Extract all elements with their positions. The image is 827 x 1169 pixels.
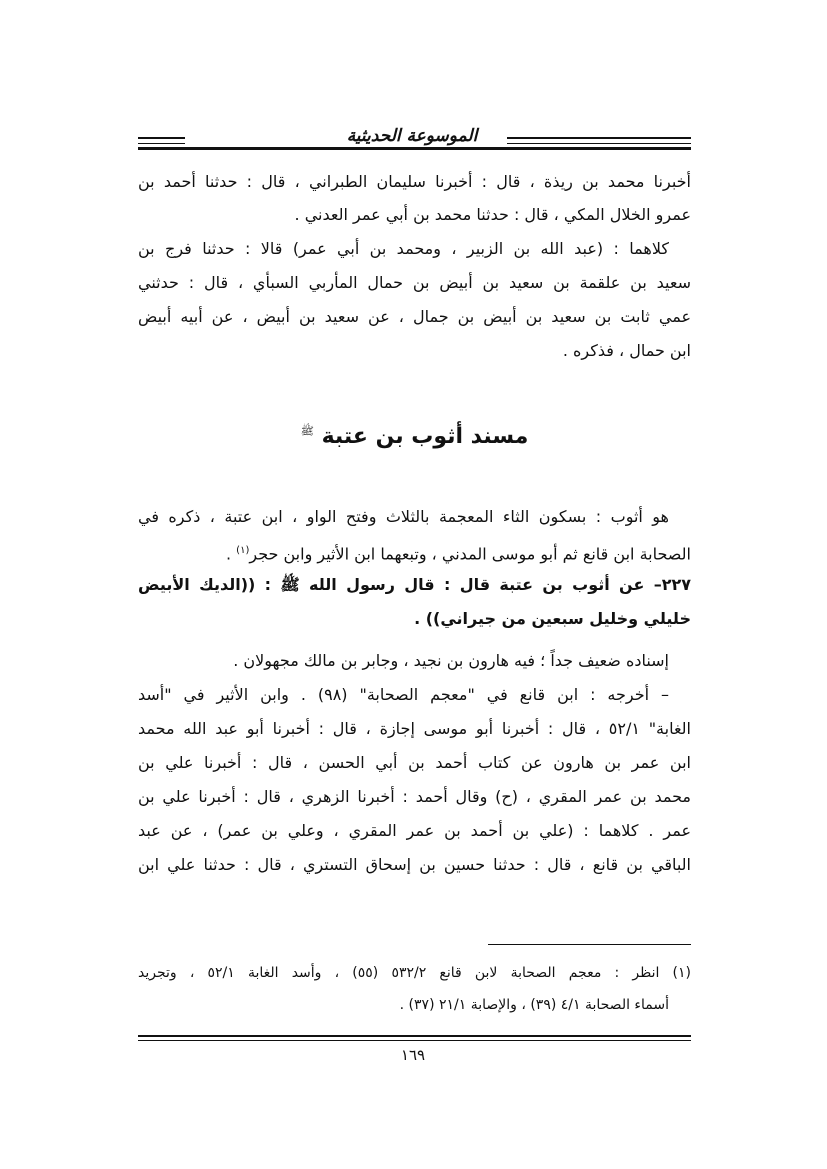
text-line-end: . xyxy=(226,544,237,564)
section-title-text: مسند أثوب بن عتبة xyxy=(321,424,529,449)
text-line-content: هو أثوب : بسكون الثاء المعجمة بالثلاث وفتح الواو ، ابن عتبة ، ذكره في xyxy=(138,507,669,526)
footnote-line xyxy=(138,995,691,1015)
header-rule-right xyxy=(507,137,691,139)
section-title xyxy=(138,424,691,449)
hadith-text-content: خليلي وخليل سبعين من جيراني)) . xyxy=(414,609,691,628)
text-line-content: كلاهما : (عبد الله بن الزبير ، ومحمد بن أبي عمر) قالا : حدثنا فرج بن xyxy=(138,239,669,258)
text-line xyxy=(138,540,691,565)
text-line-content: – أخرجه : ابن قانع في "معجم الصحابة" (٩٨) . وابن الأثير في "أسد xyxy=(138,685,670,704)
text-line: عمر . كلاهما : (علي بن أحمد بن عمر المقري ، وعلي بن عمر) ، عن عبد xyxy=(138,821,691,840)
footnote-marker: (١) xyxy=(236,545,250,556)
hadith-text-line xyxy=(138,608,691,630)
text-line: أخبرنا محمد بن ريذة ، قال : أخبرنا سليمان الطبراني ، قال : حدثنا أحمد بن xyxy=(138,172,691,191)
text-line: عمرو الخلال المكي ، قال : حدثنا محمد بن أبي عمر العدني . xyxy=(294,205,691,224)
footnote-separator xyxy=(488,944,691,945)
header-rule-left-thin xyxy=(138,143,185,144)
header-rule-left xyxy=(138,137,185,139)
text-line-content: إسناده ضعيف جداً ؛ فيه هارون بن نجيد ، وجابر بن مالك مجهولان . xyxy=(233,651,669,670)
text-line xyxy=(138,650,691,672)
text-line: الباقي بن قانع ، قال : حدثنا حسين بن إسحاق التستري ، قال : حدثنا علي ابن xyxy=(138,855,691,874)
text-line: ابن حمال ، فذكره . xyxy=(562,341,691,360)
hadith-text-line: ٢٢٧– عن أثوب بن عتبة قال : قال رسول الله ﷺ : ((الديك الأبيض xyxy=(138,575,691,594)
text-line: محمد بن عمر المقري ، (ح) وقال أحمد : أخبرنا الزهري ، قال : أخبرنا علي بن xyxy=(138,787,691,806)
text-line xyxy=(138,684,691,706)
text-line xyxy=(138,238,691,260)
footnote-line: (١) انظر : معجم الصحابة لابن قانع ٥٣٢/٢ (٥٥) ، وأسد الغابة ٥٢/١ ، وتجريد xyxy=(138,965,692,981)
footer-rule-thin xyxy=(138,1040,691,1041)
text-line: سعيد بن علقمة بن سعيد بن أبيض بن حمال المأربي السبأي ، قال : حدثني xyxy=(138,273,691,292)
running-header-title: الموسوعة الحديثية xyxy=(346,126,478,146)
footnote-line-content: أسماء الصحابة ٤/١ (٣٩) ، والإصابة ٢١/١ (٣٧) . xyxy=(399,997,669,1013)
header-rule-right-thin xyxy=(507,143,691,144)
header-bottom-rule xyxy=(138,147,691,150)
text-line-content: الصحابة ابن قانع ثم أبو موسى المدني ، وتبعهما ابن الأثير وابن حجر xyxy=(249,544,691,564)
text-line: الغابة" ٥٢/١ ، قال : أخبرنا أبو موسى إجازة ، قال : أخبرنا أبو عبد الله محمد xyxy=(138,719,692,738)
footer-rule xyxy=(138,1035,691,1037)
honorific-symbol: ﷺ xyxy=(300,424,314,438)
text-line: ابن عمر بن هارون عن كتاب أحمد بن أبي الحسن ، قال : أخبرنا علي بن xyxy=(138,753,691,772)
text-line: عمي ثابت بن سعيد بن أبيض بن جمال ، عن سعيد بن أبيض ، عن أبيه أبيض xyxy=(138,307,691,326)
text-line xyxy=(138,506,691,528)
page-number: ١٦٩ xyxy=(400,1046,426,1064)
